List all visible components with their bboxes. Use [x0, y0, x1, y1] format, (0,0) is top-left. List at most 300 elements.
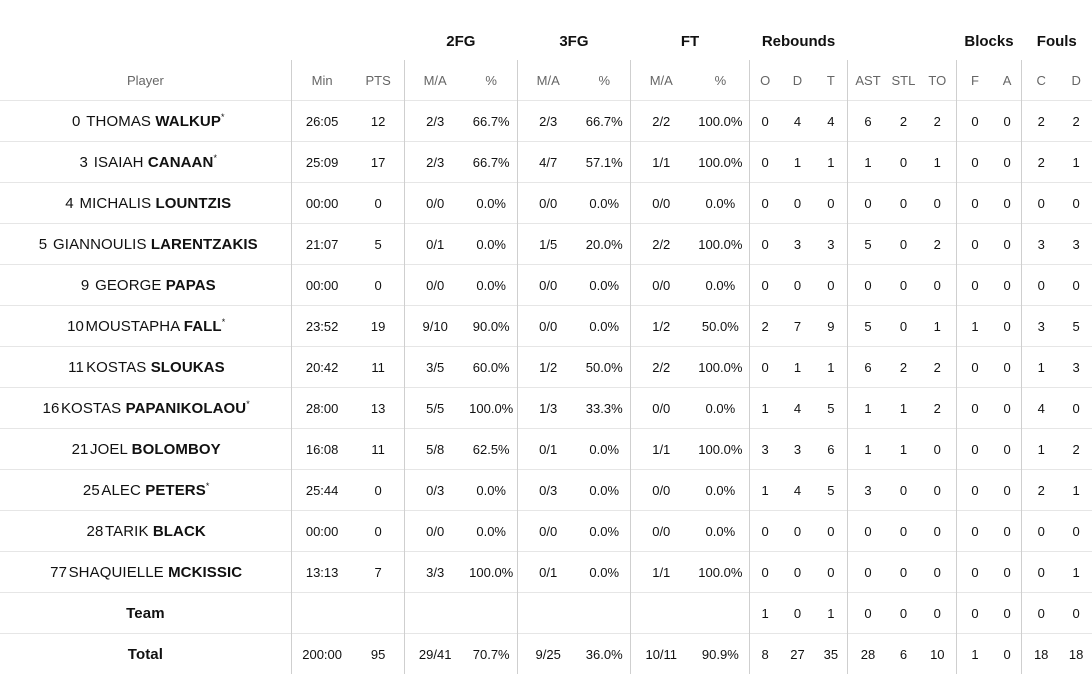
stat-to: 0: [919, 429, 957, 470]
player-last-name[interactable]: WALKUP: [155, 113, 221, 130]
stat-ast: 6: [847, 101, 888, 142]
stat-reb-t: 3: [815, 224, 848, 265]
stat-ft-ma: 0/0: [630, 470, 691, 511]
column-header-blk-a[interactable]: A: [993, 60, 1022, 101]
stat-fg3-ma: 0/0: [517, 306, 578, 347]
stat-fg3-pct: 0.0%: [579, 183, 631, 224]
stat-stl: 0: [888, 511, 919, 552]
stat-blk-f: 0: [956, 552, 993, 593]
player-number: 10: [66, 318, 86, 335]
stat-reb-d: 4: [780, 101, 815, 142]
column-header-reb-d[interactable]: D: [780, 60, 815, 101]
stat-fg2-ma: 5/5: [404, 388, 465, 429]
stat-foul-d: 1: [1060, 552, 1092, 593]
stat-ft-pct: 100.0%: [692, 224, 750, 265]
player-number: 77: [49, 564, 69, 581]
stat-ast: 0: [847, 593, 888, 634]
stat-min: 16:08: [291, 429, 352, 470]
player-number: 28: [85, 523, 105, 540]
stat-blk-f: 0: [956, 142, 993, 183]
stat-stl: 0: [888, 470, 919, 511]
stat-pts: 0: [352, 183, 404, 224]
stat-to: 10: [919, 634, 957, 674]
player-first-name: KOSTAS: [61, 400, 121, 417]
stat-ft-pct: 100.0%: [692, 429, 750, 470]
player-row[interactable]: [0, 429, 1092, 470]
group-header-2fg: 2FG: [404, 22, 517, 60]
stat-reb-o: 2: [750, 306, 781, 347]
player-row[interactable]: [0, 552, 1092, 593]
player-name-cell[interactable]: [0, 552, 291, 593]
stat-fg2-pct: 90.0%: [465, 306, 517, 347]
stat-blk-f: 0: [956, 347, 993, 388]
stat-ft-ma: 10/11: [630, 634, 691, 674]
stat-min: [291, 593, 352, 634]
stat-fg2-ma: 0/3: [404, 470, 465, 511]
stat-ft-ma: 0/0: [630, 511, 691, 552]
stat-pts: 13: [352, 388, 404, 429]
stat-to: 0: [919, 511, 957, 552]
table-body: [0, 101, 1092, 674]
stat-reb-o: 0: [750, 183, 781, 224]
stat-stl: 0: [888, 552, 919, 593]
player-first-name: GIANNOULIS: [53, 236, 147, 253]
stat-foul-c: 3: [1022, 306, 1061, 347]
stat-fg2-pct: 0.0%: [465, 183, 517, 224]
player-row[interactable]: [0, 306, 1092, 347]
player-last-name[interactable]: PAPAS: [166, 277, 216, 294]
player-name-cell[interactable]: [0, 388, 291, 429]
stat-min: 23:52: [291, 306, 352, 347]
player-row[interactable]: [0, 388, 1092, 429]
stat-foul-d: 18: [1060, 634, 1092, 674]
group-header-3fg: 3FG: [517, 22, 630, 60]
player-name-cell[interactable]: [0, 470, 291, 511]
stat-reb-o: 1: [750, 593, 781, 634]
column-header-ft-ma[interactable]: M/A: [630, 60, 691, 101]
stat-to: 2: [919, 224, 957, 265]
player-first-name: ALEC: [101, 482, 141, 499]
player-last-name[interactable]: LARENTZAKIS: [151, 236, 258, 253]
column-header-reb-o[interactable]: O: [750, 60, 781, 101]
stat-reb-d: 0: [780, 265, 815, 306]
player-number: 9: [75, 277, 95, 294]
total-row-label: Total: [0, 634, 291, 674]
player-last-name[interactable]: MCKISSIC: [168, 564, 242, 581]
stat-fg2-ma: 29/41: [404, 634, 465, 674]
column-header-ft-pct[interactable]: %: [692, 60, 750, 101]
stat-fg3-ma: 0/1: [517, 552, 578, 593]
stat-stl: 0: [888, 183, 919, 224]
stat-fg3-pct: 50.0%: [579, 347, 631, 388]
stat-reb-d: 1: [780, 347, 815, 388]
stat-fg2-ma: 5/8: [404, 429, 465, 470]
stat-fg2-pct: 0.0%: [465, 470, 517, 511]
stat-to: 0: [919, 593, 957, 634]
stat-reb-t: 1: [815, 347, 848, 388]
player-name-cell[interactable]: [0, 224, 291, 265]
stat-ast: 1: [847, 388, 888, 429]
column-header-foul-d[interactable]: D: [1060, 60, 1092, 101]
stat-reb-d: 0: [780, 593, 815, 634]
stat-min: 21:07: [291, 224, 352, 265]
stat-to: 0: [919, 183, 957, 224]
player-last-name[interactable]: PETERS: [145, 482, 206, 499]
stat-ast: 0: [847, 265, 888, 306]
stat-fg3-ma: 0/0: [517, 511, 578, 552]
stat-foul-c: 0: [1022, 511, 1061, 552]
stat-fg2-ma: 0/0: [404, 183, 465, 224]
stat-fg3-ma: 4/7: [517, 142, 578, 183]
column-header-3fg-pct[interactable]: %: [579, 60, 631, 101]
stat-fg2-pct: 100.0%: [465, 552, 517, 593]
stat-ft-pct: 0.0%: [692, 470, 750, 511]
stat-reb-t: 0: [815, 511, 848, 552]
stat-ft-pct: 0.0%: [692, 511, 750, 552]
stat-to: 0: [919, 552, 957, 593]
stat-ft-pct: 100.0%: [692, 347, 750, 388]
stat-fg3-pct: 36.0%: [579, 634, 631, 674]
stat-foul-c: 2: [1022, 142, 1061, 183]
stat-reb-t: 1: [815, 593, 848, 634]
player-name-cell[interactable]: [0, 511, 291, 552]
stat-reb-t: 35: [815, 634, 848, 674]
stat-fg3-pct: 0.0%: [579, 470, 631, 511]
stat-fg3-pct: 0.0%: [579, 265, 631, 306]
group-header-rebounds: Rebounds: [750, 22, 848, 60]
stat-fg2-pct: 100.0%: [465, 388, 517, 429]
stat-blk-f: 0: [956, 265, 993, 306]
stat-fg2-pct: 62.5%: [465, 429, 517, 470]
stat-min: 28:00: [291, 388, 352, 429]
stat-min: 00:00: [291, 265, 352, 306]
stat-blk-a: 0: [993, 388, 1022, 429]
player-first-name: THOMAS: [86, 113, 151, 130]
starter-mark: *: [206, 481, 210, 491]
stat-blk-a: 0: [993, 142, 1022, 183]
stat-blk-a: 0: [993, 224, 1022, 265]
stat-fg2-ma: 2/3: [404, 101, 465, 142]
player-number: 21: [70, 441, 90, 458]
stat-to: 0: [919, 470, 957, 511]
group-header-row: [0, 22, 1092, 60]
stat-foul-c: 4: [1022, 388, 1061, 429]
stat-foul-c: 0: [1022, 265, 1061, 306]
stat-blk-a: 0: [993, 593, 1022, 634]
column-header-3fg-ma[interactable]: M/A: [517, 60, 578, 101]
player-row[interactable]: [0, 101, 1092, 142]
stat-reb-o: 0: [750, 224, 781, 265]
stat-foul-d: 0: [1060, 183, 1092, 224]
column-header-2fg-pct[interactable]: %: [465, 60, 517, 101]
stat-reb-o: 1: [750, 470, 781, 511]
stat-foul-d: 5: [1060, 306, 1092, 347]
column-header-row: [0, 60, 1092, 101]
stat-fg3-ma: 2/3: [517, 101, 578, 142]
stat-ast: 28: [847, 634, 888, 674]
player-last-name[interactable]: SLOUKAS: [151, 359, 225, 376]
column-header-reb-t[interactable]: T: [815, 60, 848, 101]
player-last-name[interactable]: BLACK: [153, 523, 206, 540]
stat-ft-pct: 0.0%: [692, 265, 750, 306]
stat-fg3-ma: [517, 593, 578, 634]
stat-stl: 2: [888, 347, 919, 388]
stat-blk-f: 0: [956, 224, 993, 265]
stat-blk-f: 0: [956, 101, 993, 142]
stat-fg3-pct: 0.0%: [579, 429, 631, 470]
player-name-cell[interactable]: [0, 183, 291, 224]
stat-pts: 12: [352, 101, 404, 142]
stat-foul-d: 2: [1060, 101, 1092, 142]
stat-reb-o: 0: [750, 347, 781, 388]
stat-stl: 2: [888, 101, 919, 142]
stat-blk-f: 0: [956, 183, 993, 224]
column-header-to[interactable]: TO: [919, 60, 957, 101]
stat-reb-d: 7: [780, 306, 815, 347]
group-header-blank: [0, 22, 291, 60]
stat-foul-c: 2: [1022, 470, 1061, 511]
stat-pts: 19: [352, 306, 404, 347]
stat-to: 1: [919, 142, 957, 183]
stat-fg2-pct: [465, 593, 517, 634]
stat-ft-pct: [692, 593, 750, 634]
stat-fg3-pct: 66.7%: [579, 101, 631, 142]
stat-fg2-ma: 9/10: [404, 306, 465, 347]
stat-reb-d: 0: [780, 511, 815, 552]
player-row[interactable]: [0, 142, 1092, 183]
stat-foul-d: 1: [1060, 142, 1092, 183]
stat-ast: 5: [847, 306, 888, 347]
player-first-name: MICHALIS: [80, 195, 152, 212]
stat-pts: 5: [352, 224, 404, 265]
stat-stl: 0: [888, 224, 919, 265]
stat-blk-f: 1: [956, 634, 993, 674]
stat-blk-a: 0: [993, 634, 1022, 674]
stat-fg2-pct: 66.7%: [465, 101, 517, 142]
stat-min: 13:13: [291, 552, 352, 593]
stat-blk-a: 0: [993, 306, 1022, 347]
stat-reb-o: 0: [750, 511, 781, 552]
stat-foul-c: 0: [1022, 183, 1061, 224]
stat-blk-a: 0: [993, 347, 1022, 388]
stat-to: 1: [919, 306, 957, 347]
player-number: 25: [81, 482, 101, 499]
player-name-cell[interactable]: [0, 142, 291, 183]
stat-stl: 1: [888, 429, 919, 470]
stat-to: 2: [919, 101, 957, 142]
stat-foul-d: 2: [1060, 429, 1092, 470]
stat-stl: 0: [888, 142, 919, 183]
stat-pts: 11: [352, 429, 404, 470]
stat-ast: 5: [847, 224, 888, 265]
stat-pts: 0: [352, 265, 404, 306]
stat-blk-f: 0: [956, 470, 993, 511]
player-number: 4: [60, 195, 80, 212]
stat-stl: 0: [888, 265, 919, 306]
player-name-cell[interactable]: [0, 306, 291, 347]
stat-fg3-ma: 0/3: [517, 470, 578, 511]
stat-reb-d: 27: [780, 634, 815, 674]
stat-reb-o: 1: [750, 388, 781, 429]
stat-fg2-ma: [404, 593, 465, 634]
player-row[interactable]: [0, 511, 1092, 552]
stat-ast: 3: [847, 470, 888, 511]
stat-reb-t: 0: [815, 183, 848, 224]
stat-min: 20:42: [291, 347, 352, 388]
stat-pts: [352, 593, 404, 634]
stat-ft-ma: 2/2: [630, 347, 691, 388]
stat-stl: 0: [888, 306, 919, 347]
stat-reb-t: 4: [815, 101, 848, 142]
stat-foul-c: 3: [1022, 224, 1061, 265]
stat-foul-c: 1: [1022, 429, 1061, 470]
stat-fg2-ma: 3/5: [404, 347, 465, 388]
player-last-name[interactable]: FALL: [184, 318, 222, 335]
player-number: 0: [66, 113, 86, 130]
stat-pts: 7: [352, 552, 404, 593]
player-name-cell[interactable]: [0, 265, 291, 306]
stat-reb-o: 0: [750, 265, 781, 306]
stat-ft-ma: 1/1: [630, 552, 691, 593]
stat-blk-a: 0: [993, 511, 1022, 552]
stat-stl: 0: [888, 593, 919, 634]
stat-fg2-pct: 60.0%: [465, 347, 517, 388]
stat-fg3-ma: 0/0: [517, 183, 578, 224]
stat-ast: 1: [847, 429, 888, 470]
stat-reb-t: 5: [815, 388, 848, 429]
stat-reb-d: 3: [780, 429, 815, 470]
stat-to: 0: [919, 265, 957, 306]
stat-pts: 95: [352, 634, 404, 674]
stat-ft-pct: 100.0%: [692, 101, 750, 142]
group-header-blank: [291, 22, 404, 60]
stat-foul-d: 0: [1060, 593, 1092, 634]
stat-min: 00:00: [291, 511, 352, 552]
stat-foul-d: 0: [1060, 511, 1092, 552]
stat-pts: 17: [352, 142, 404, 183]
stat-reb-t: 1: [815, 142, 848, 183]
stat-ft-pct: 0.0%: [692, 388, 750, 429]
group-header-fouls: Fouls: [1022, 22, 1092, 60]
stat-ft-ma: 1/1: [630, 429, 691, 470]
stat-ft-pct: 0.0%: [692, 183, 750, 224]
stat-reb-o: 8: [750, 634, 781, 674]
stat-ft-ma: [630, 593, 691, 634]
player-first-name: JOEL: [90, 441, 127, 458]
stat-reb-d: 1: [780, 142, 815, 183]
player-name-cell[interactable]: [0, 429, 291, 470]
column-header-blk-f[interactable]: F: [956, 60, 993, 101]
stat-min: 200:00: [291, 634, 352, 674]
starter-mark: *: [221, 112, 225, 122]
column-header-min[interactable]: Min: [291, 60, 352, 101]
stat-fg3-pct: 33.3%: [579, 388, 631, 429]
stat-ft-ma: 1/2: [630, 306, 691, 347]
stat-reb-t: 6: [815, 429, 848, 470]
player-first-name: GEORGE: [95, 277, 161, 294]
stat-fg2-pct: 0.0%: [465, 265, 517, 306]
starter-mark: *: [246, 399, 250, 409]
team-row: [0, 593, 1092, 634]
stat-ft-ma: 1/1: [630, 142, 691, 183]
stat-foul-d: 3: [1060, 347, 1092, 388]
stat-reb-d: 4: [780, 470, 815, 511]
player-name-cell[interactable]: [0, 347, 291, 388]
player-last-name[interactable]: CANAAN: [148, 154, 214, 171]
stat-foul-c: 18: [1022, 634, 1061, 674]
stat-ft-ma: 2/2: [630, 224, 691, 265]
stat-reb-d: 4: [780, 388, 815, 429]
player-name-cell[interactable]: [0, 101, 291, 142]
player-first-name: KOSTAS: [86, 359, 146, 376]
player-number: 16: [41, 400, 61, 417]
column-header-player[interactable]: Player: [0, 60, 291, 101]
player-last-name[interactable]: PAPANIKOLAOU: [126, 400, 247, 417]
column-header-ast[interactable]: AST: [847, 60, 888, 101]
stat-blk-a: 0: [993, 101, 1022, 142]
column-header-2fg-ma[interactable]: M/A: [404, 60, 465, 101]
stat-ast: 1: [847, 142, 888, 183]
stat-ft-pct: 90.9%: [692, 634, 750, 674]
stat-reb-o: 0: [750, 552, 781, 593]
stat-to: 2: [919, 388, 957, 429]
stat-foul-c: 0: [1022, 593, 1061, 634]
stat-pts: 0: [352, 470, 404, 511]
stat-blk-f: 0: [956, 593, 993, 634]
player-row[interactable]: [0, 224, 1092, 265]
player-number: 5: [33, 236, 53, 253]
stat-pts: 11: [352, 347, 404, 388]
player-row[interactable]: [0, 183, 1092, 224]
player-row[interactable]: [0, 347, 1092, 388]
stat-fg2-ma: 0/0: [404, 265, 465, 306]
player-row[interactable]: [0, 470, 1092, 511]
stat-fg2-ma: 3/3: [404, 552, 465, 593]
stat-fg3-ma: 1/3: [517, 388, 578, 429]
stat-ft-pct: 100.0%: [692, 552, 750, 593]
player-number: 11: [66, 359, 86, 376]
stat-reb-t: 5: [815, 470, 848, 511]
stat-ast: 0: [847, 511, 888, 552]
column-header-stl[interactable]: STL: [888, 60, 919, 101]
player-first-name: TARIK: [105, 523, 149, 540]
stat-ft-ma: 0/0: [630, 265, 691, 306]
column-header-foul-c[interactable]: C: [1022, 60, 1061, 101]
stat-fg2-ma: 0/0: [404, 511, 465, 552]
stat-ft-ma: 0/0: [630, 388, 691, 429]
stat-fg3-pct: 57.1%: [579, 142, 631, 183]
stat-blk-a: 0: [993, 265, 1022, 306]
stat-reb-o: 3: [750, 429, 781, 470]
stat-reb-d: 0: [780, 552, 815, 593]
player-last-name[interactable]: BOLOMBOY: [132, 441, 221, 458]
stat-reb-d: 3: [780, 224, 815, 265]
player-row[interactable]: [0, 265, 1092, 306]
column-header-pts[interactable]: PTS: [352, 60, 404, 101]
stat-stl: 1: [888, 388, 919, 429]
stat-fg2-pct: 0.0%: [465, 224, 517, 265]
stat-blk-a: 0: [993, 552, 1022, 593]
starter-mark: *: [213, 153, 217, 163]
stat-reb-t: 9: [815, 306, 848, 347]
stat-ft-ma: 2/2: [630, 101, 691, 142]
stat-foul-c: 2: [1022, 101, 1061, 142]
player-last-name[interactable]: LOUNTZIS: [155, 195, 231, 212]
stat-stl: 6: [888, 634, 919, 674]
stat-min: 25:44: [291, 470, 352, 511]
stat-blk-a: 0: [993, 429, 1022, 470]
player-number: 3: [74, 154, 94, 171]
